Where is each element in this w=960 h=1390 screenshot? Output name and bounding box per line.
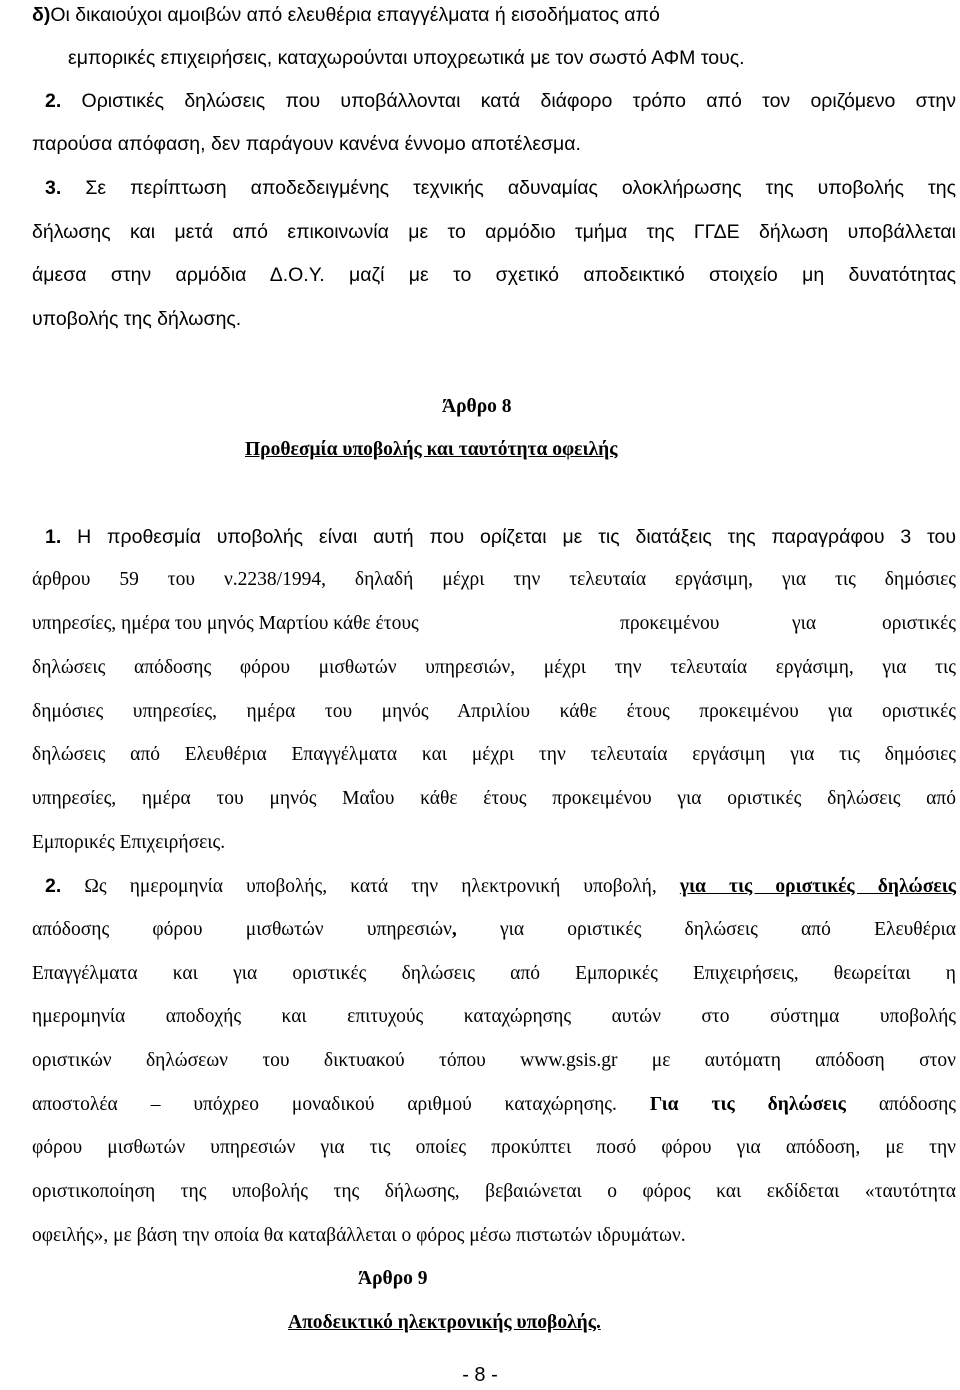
item-3-line-1 (45, 175, 956, 201)
art8-p1-line-6 (32, 742, 956, 768)
item-3-line-4 (32, 306, 956, 332)
art8-p1-text-6: δηλώσεις από Ελευθέρια Επαγγέλματα και μέχρι την τελευταία εργάσιμη για τις δημόσιες (32, 744, 956, 765)
art8-p2-line-8 (32, 1179, 956, 1205)
art8-p1-text-8: Εμπορικές Επιχειρήσεις. (32, 832, 226, 853)
art8-p1-line-7 (32, 786, 956, 812)
art8-p2-text-6c: απόδοσης (878, 1094, 957, 1115)
art8-p2-line-6 (32, 1092, 956, 1118)
item-3-text-1: Σε περίπτωση αποδεδειγμένης τεχνικής αδυναμίας ολοκλήρωσης της υποβολής της (85, 177, 957, 199)
art8-p2-line-2 (32, 917, 956, 943)
art8-p1-line-3 (32, 611, 956, 637)
article-9-subtitle: Αποδεικτικό ηλεκτρονικής υποβολής. (288, 1312, 601, 1333)
art8-p1-text-1: Η προθεσμία υποβολής είναι αυτή που ορίζεται με τις διατάξεις της παραγράφου 3 του (77, 526, 957, 548)
item-3-text-2: δήλωσης και μετά από επικοινωνία με το αρμόδιο τμήμα της ΓΓΔΕ δήλωση υποβάλλεται (32, 221, 956, 243)
art8-p1-text-3c: για (792, 613, 817, 634)
item-2-marker: 2. (45, 90, 62, 112)
item-d-text-1: Οι δικαιούχοι αμοιβών από ελευθέρια επαγγέλματα ή εισοδήματος από (50, 4, 660, 26)
item-d-marker: δ) (32, 4, 51, 26)
art8-p2-text-7: φόρου μισθωτών υπηρεσιών για τις οποίες προκύπτει ποσό φόρου για απόδοση, με την (32, 1137, 956, 1158)
art8-p2-text-3: Επαγγέλματα και για οριστικές δηλώσεις από Εμπορικές Επιχειρήσεις, θεωρείται η (32, 963, 956, 984)
article-8-subtitle: Προθεσμία υποβολής και ταυτότητα οφειλής (245, 439, 618, 460)
art8-p2-text-2c: για οριστικές δηλώσεις από Ελευθέρια (499, 919, 957, 940)
art8-p2-line-7 (32, 1135, 956, 1161)
art8-p1-text-3a: υπηρεσίες, ημέρα του μηνός Μαρτίου κάθε έτους (32, 613, 419, 634)
art8-p2-text-1a: Ως ημερομηνία υποβολής, κατά την ηλεκτρονική υποβολή, (84, 876, 657, 897)
article-8-title: Άρθρο 8 (442, 396, 512, 417)
art8-p1-line-8 (32, 830, 956, 856)
art8-p2-text-5: οριστικών δηλώσεων του δικτυακού τόπου www.gsis.gr με αυτόματη απόδοση στον (32, 1050, 956, 1071)
art8-p2-text-9: οφειλής», με βάση την οποία θα καταβάλλεται ο φόρος μέσω πιστωτών ιδρυμάτων. (32, 1225, 686, 1246)
item-3-line-3 (32, 262, 956, 288)
art8-p1-line-5 (32, 699, 956, 725)
art8-p2-line-4 (32, 1004, 956, 1030)
item-d-line-1 (32, 2, 956, 28)
art8-p1-text-5: δημόσιες υπηρεσίες, ημέρα του μηνός Απριλίου κάθε έτους προκειμένου για οριστικές (32, 701, 956, 722)
art8-p2-line-5 (32, 1048, 956, 1074)
art8-p2-text-4: ημερομηνία αποδοχής και επιτυχούς καταχώρησης αυτών στο σύστημα υποβολής (32, 1006, 956, 1027)
art8-p2-text-2a: απόδοσης φόρου μισθωτών υπηρεσιών (32, 919, 452, 940)
art8-p1-line-1 (45, 524, 956, 550)
art8-p2-line-3 (32, 961, 956, 987)
art8-p2-marker: 2. (45, 875, 62, 897)
art8-p1-text-3d: οριστικές (881, 613, 956, 634)
item-d-line-2 (68, 45, 956, 71)
item-3-text-3: άμεσα στην αρμόδια Δ.Ο.Υ. μαζί με το σχετικό αποδεικτικό στοιχείο μη δυνατότητας (32, 264, 956, 286)
art8-p1-line-2 (32, 567, 956, 593)
art8-p1-text-2: άρθρου 59 του ν.2238/1994, δηλαδή μέχρι την τελευταία εργάσιμη, για τις δημόσιες (32, 569, 956, 590)
art8-p2-text-1b: για τις οριστικές δηλώσεις (679, 876, 957, 897)
item-2-text-1: Οριστικές δηλώσεις που υποβάλλονται κατά διάφορο τρόπο από τον οριζόμενο στην (81, 90, 956, 112)
art8-p1-text-3b: προκειμένου (620, 613, 720, 634)
item-3-marker: 3. (45, 177, 62, 199)
item-3-text-4: υποβολής της δήλωσης. (32, 308, 242, 330)
article-9-title: Άρθρο 9 (358, 1268, 428, 1289)
item-2-line-2 (32, 131, 956, 157)
art8-p1-text-4: δηλώσεις απόδοσης φόρου μισθωτών υπηρεσιών, μέχρι την τελευταία εργάσιμη, για τις (32, 657, 956, 678)
art8-p2-text-6a: αποστολέα – υπόχρεο μοναδικού αριθμού καταχώρησης. (32, 1094, 617, 1115)
art8-p1-text-7: υπηρεσίες, ημέρα του μηνός Μαΐου κάθε έτους προκειμένου για οριστικές δηλώσεις από (32, 788, 956, 809)
item-2-line-1 (45, 88, 956, 114)
item-2-text-2: παρούσα απόφαση, δεν παράγουν κανένα έννομο αποτέλεσμα. (32, 133, 581, 155)
art8-p2-text-2b: , (451, 919, 457, 940)
item-3-line-2 (32, 219, 956, 245)
item-d-text-2: εμπορικές επιχειρήσεις, καταχωρούνται υποχρεωτικά με τον σωστό ΑΦΜ τους. (68, 47, 745, 69)
page-number: - 8 - (462, 1364, 498, 1386)
art8-p2-line-1 (45, 873, 956, 899)
art8-p1-line-4 (32, 655, 956, 681)
art8-p2-text-6b: Για τις δηλώσεις (649, 1094, 846, 1115)
art8-p2-text-8: οριστικοποίηση της υποβολής της δήλωσης, βεβαιώνεται ο φόρος και εκδίδεται «ταυτότητα (32, 1181, 956, 1202)
art8-p1-marker: 1. (45, 526, 62, 548)
art8-p2-line-9 (32, 1223, 956, 1249)
